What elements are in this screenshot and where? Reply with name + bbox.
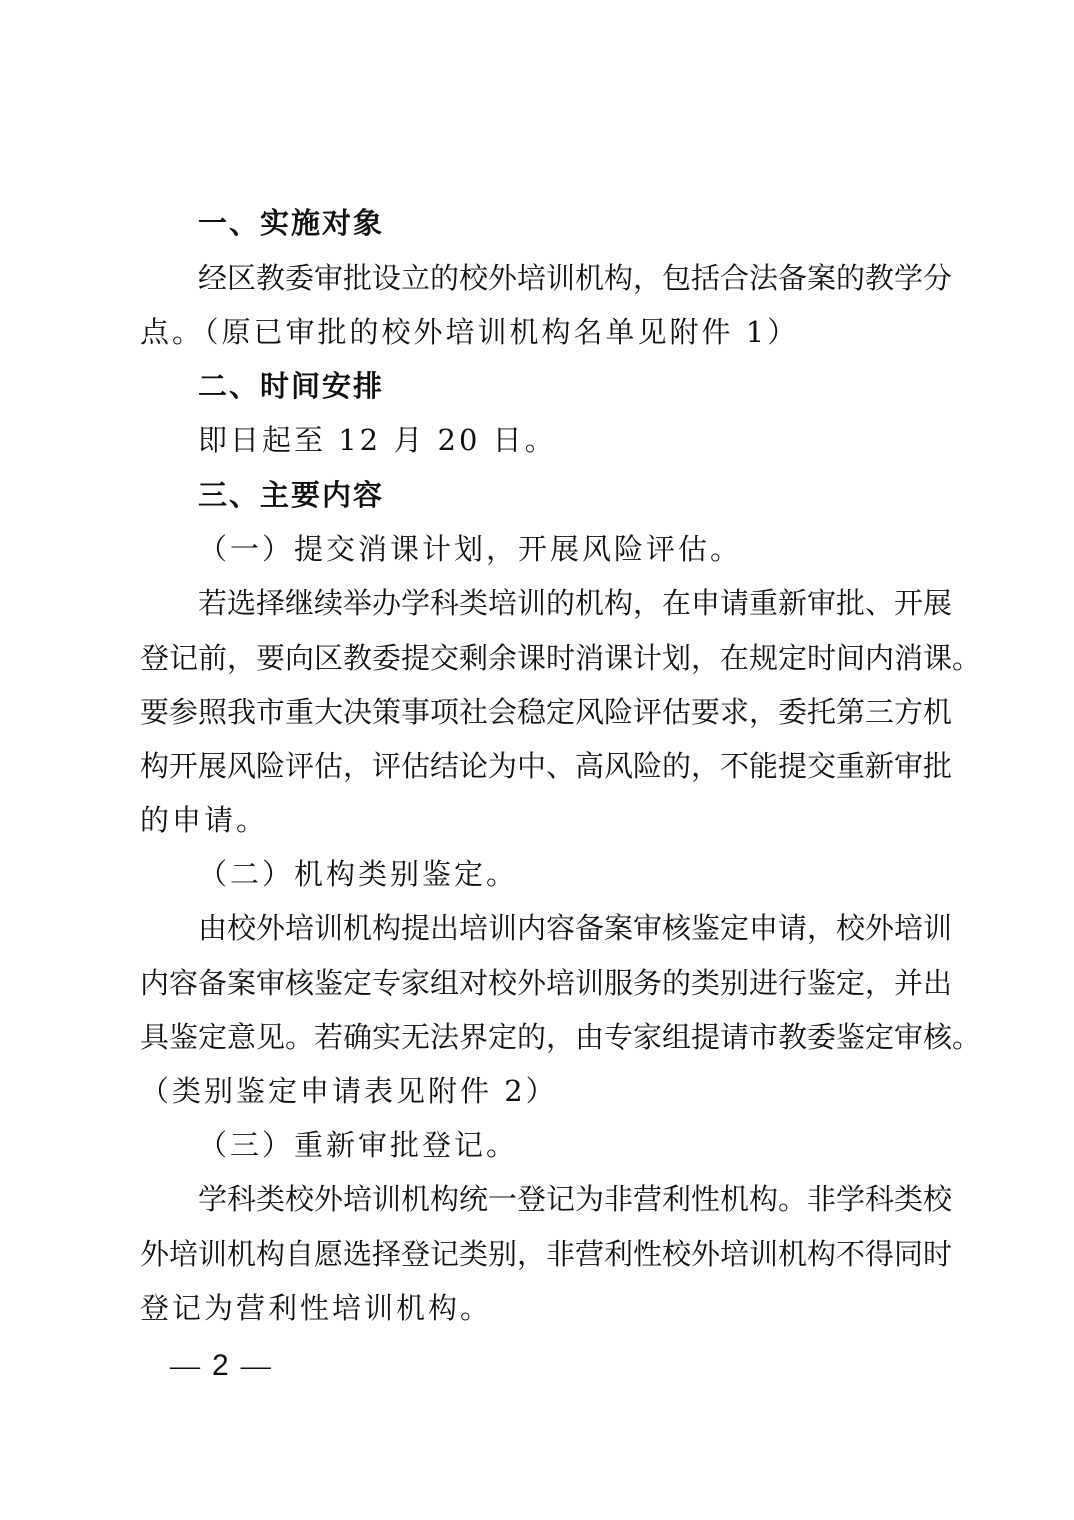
paragraph-line: 即日起至 12 月 20 日。 bbox=[198, 423, 557, 457]
paragraph-line: 登记为营利性培训机构。 bbox=[140, 1291, 493, 1325]
paragraph-line: 外培训机构自愿选择登记类别，非营利性校外培训机构不得同时 bbox=[140, 1237, 953, 1271]
paragraph-line: 经区教委审批设立的校外培训机构，包括合法备案的教学分 bbox=[198, 261, 953, 295]
paragraph-line: 学科类校外培训机构统一登记为非营利性机构。非学科类校 bbox=[198, 1182, 953, 1216]
paragraph-line: 若选择继续举办学科类培训的机构，在申请重新审批、开展 bbox=[198, 586, 953, 620]
footer-dash-left: — bbox=[170, 1349, 200, 1382]
footer-dash-right: — bbox=[240, 1349, 271, 1382]
section-heading-2: 二、时间安排 bbox=[198, 369, 385, 403]
section-heading-3: 三、主要内容 bbox=[198, 478, 385, 512]
section-heading-1: 一、实施对象 bbox=[198, 206, 385, 240]
page-footer bbox=[170, 1348, 271, 1384]
subsection-title-2: （二）机构类别鉴定。 bbox=[198, 857, 519, 891]
page-number: 2 bbox=[212, 1349, 229, 1382]
paragraph-line: （类别鉴定申请表见附件 2） bbox=[140, 1074, 558, 1108]
paragraph-line: 要参照我市重大决策事项社会稳定风险评估要求，委托第三方机 bbox=[140, 695, 953, 729]
paragraph-line: 内容备案审核鉴定专家组对校外培训服务的类别进行鉴定，并出 bbox=[140, 966, 953, 1000]
paragraph-line: 具鉴定意见。若确实无法界定的，由专家组提请市教委鉴定审核。 bbox=[140, 1020, 982, 1054]
paragraph-line: 登记前，要向区教委提交剩余课时消课计划，在规定时间内消课。 bbox=[140, 641, 982, 675]
paragraph-line: 由校外培训机构提出培训内容备案审核鉴定申请，校外培训 bbox=[198, 911, 953, 945]
paragraph-line: 点。（原已审批的校外培训机构名单见附件 1） bbox=[140, 315, 800, 349]
subsection-title-1: （一）提交消课计划，开展风险评估。 bbox=[198, 532, 743, 566]
paragraph-line: 构开展风险评估，评估结论为中、高风险的，不能提交重新审批 bbox=[140, 749, 953, 783]
subsection-title-3: （三）重新审批登记。 bbox=[198, 1128, 519, 1162]
paragraph-line: 的申请。 bbox=[140, 803, 269, 837]
